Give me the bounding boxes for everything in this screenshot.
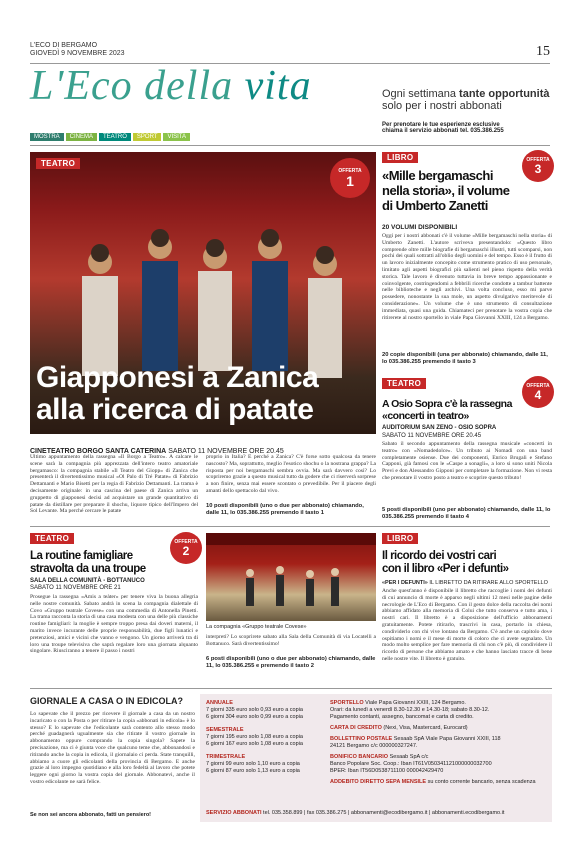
- teatro2-caption: La compagnia «Gruppo teatrale Covese»: [206, 624, 307, 630]
- category-bar: [30, 133, 190, 141]
- stage-illustration: [206, 533, 376, 621]
- footer-last: Se non sei ancora abbonato, fatti un pensiero!: [30, 812, 152, 818]
- section-rule: [30, 145, 550, 146]
- main-photo: [30, 152, 376, 434]
- teatro4-booking: 5 posti disponibili (uno per abbonato) chiamando, dalle 11, lo 035.386.255 premendo il tasto 4: [382, 507, 551, 520]
- teatro2-photo: [206, 533, 376, 621]
- category-sport: SPORT: [133, 133, 162, 141]
- section-logo: L'Eco della vita: [30, 63, 312, 109]
- libro1-booking: 20 copie disponibili (una per abbonato) chiamando, dalle 11, lo 035.386.255 premendo il tasto 3: [382, 352, 548, 365]
- promo-box: Ogni settimana tante opportunità solo per i nostri abbonati Per prenotare le tue esperienze esclusive chiama il servizio abbonati tel. 035.386.255: [382, 88, 550, 134]
- main-booking: 10 posti disponibili (uno o due per abbonato) chiamando, dalle 11, lo 035.386.255 premendo il tasto 1: [206, 503, 364, 516]
- offerta-badge-4: OFFERTA 4: [522, 376, 554, 408]
- issue-date: GIOVEDÌ 9 NOVEMBRE 2023: [30, 50, 125, 57]
- teatro4-date: SABATO 11 NOVEMBRE ORE 20.45: [382, 433, 482, 439]
- prices: ANNUALE 7 giorni 335 euro solo 0,93 euro a copia 6 giorni 304 euro solo 0,99 euro a copia SEMESTRALE 7 giorni 195 euro solo 1,08 euro a copia 6 giorni 167 euro solo 1,08 euro a copia TRIMESTRALE 7 giorni 99 euro solo 1,10 euro a copia 6 giorni 87 euro solo 1,13 euro a copia: [206, 700, 303, 774]
- libro1-headline: «Mille bergamaschi nella storia», il volume di Umberto Zanetti: [382, 168, 510, 213]
- payment-info: SPORTELLO Viale Papa Giovanni XXIII, 124 Bergamo. Orari: da lunedì a venerdì 8.30-12.30 e 14.30-18; sabato 8.30-12. Pagamento contanti, assegno, bancomat e carta di credito. CARTA DI CREDITO (Nexi, Visa, Mastercard, Eurocard) BOLLETTINO POSTALE Sesaab SpA Viale Papa Giovanni XXIII, 118 24121 Bergamo c/c 000000327247. BONIFICO BANCARIO Sesaab SpA c/c Banco Popolare Soc. Coop.: Iban IT61V050341121000000032700 BPER: Iban IT56D0538711100 000042429470 ADDEBITO DIRETTO SEPA MENSILE su conto corrente bancario, senza scadenza: [330, 700, 536, 785]
- category-cinema: CINEMA: [66, 133, 97, 141]
- footer-title: GIORNALE A CASA O IN EDICOLA?: [30, 696, 183, 706]
- category-teatro: TEATRO: [99, 133, 131, 141]
- masthead: [30, 42, 125, 58]
- teatro2-date: SABATO 11 NOVEMBRE ORE 21: [30, 585, 121, 591]
- paper-name: L'ECO DI BERGAMO: [30, 42, 98, 49]
- main-col1: Ultimo appuntamento della rassegna «Il Borgo a Teatro». A calcare le scene sarà la compagnia più apprezzata dell'intero teatro amatoriale bergamasco: la compagnia stabile «Il Teatro del Giopp» di Zanica che presenterà il divertentissimo musical «Ol Palo di Tré Patate» di Fabrizio Dettamanti e Mario Bisetti per la regia di Fabrizio Dettamanti. La trama è decisamente originale: in una cascina del paese di Zanica arriva un gruppetto di giapponesi decisi ad acquistare un grande quantitativo di patate da distillare per preparare il shochu, liquore tipico dell'Impero del Sol Levante. Ma perché cercare le patate: [30, 454, 198, 515]
- teatro4-venue: AUDITORIUM SAN ZENO - OSIO SOPRA: [382, 425, 497, 431]
- teatro2-text: Prosegue la rassegna «Amis a teàter» per tenere viva la buona allegria nelle nostre comunità. Sabato andrà in scena la compagnia dialettale di Covo «Gruppo teatrale Covese» con una commedia di Antonella Pinetti. La trama racconta la storia di una casa modesta con una delle più classiche routine famigliari: la moglie è sempre troppo presa dai doveri materni, il marito invece incurante delle proprie responsabilità, due figli lunatici e pretenziosi, amici e vicini che vanno e vengono. Un giorno arriverà tra di loro una troupe televisiva che saprà regalare loro una giornata alquanto singolare. Riusciranno a tenere il passo i nostri: [30, 594, 198, 655]
- teatro4-text: Sabato il secondo appuntamento della rassegna musicale «concerti in teatro» con «Nomadedolce». Un tributo ai Nomadi con una band completamente osiense. Due dei componenti, Enrico Brugali e Stefano Capponi, già famosi con le «Caspe a sonagli», a loro si sono uniti Nicola Previ e don Alessandro Gipponi per completare la formazione. Non vi resta che prenotare il vostro posto a teatro e scoprire questo tributo!: [382, 441, 552, 481]
- teatro2-tag: TEATRO: [30, 533, 74, 544]
- footer-rule: [30, 688, 552, 689]
- libro1-tag: LIBRO: [382, 152, 418, 163]
- teatro4-tag: TEATRO: [382, 378, 426, 389]
- teatro4-headline: A Osio Sopra c'è la rassegna «concerti in teatro»: [382, 398, 512, 422]
- servizio-abbonati: SERVIZIO ABBONATI tel. 035.358.899 | fax 035.386.275 | abbonamenti@ecodibergamo.it | abbonamenti.ecodibergamo.it: [206, 810, 505, 816]
- libro2-text: Anche quest'anno è disponibile il libretto che raccoglie i nomi dei defunti di cui annuncio di morte è apparso negli ultimi 12 mesi nelle pagine delle necrologie de L'Eco di Bergamo. Con il gesto dolce della raccolta dei nomi abbiamo affidato alla memoria di Colui che tutto conserva e tutto ama, i nostri cari. Il libretto è a disposizione dell'ufficio abbonamenti gratuitamente. Potete ritirarlo, trascrivi in casa, portarlo in chiesa, condividerlo con chi vive lontano da Bergamo. C'è anche un capitolo dove ospitiamo i nomi e il mese di morte di coloro che ci avete segnalato. Un modo molto semplice per fare memoria di chi non c'è più, di condividere il ricordo di persone che abbiamo amato e che hanno lasciato tracce di bene nelle nostre vite. Il libretto è gratuito.: [382, 588, 552, 662]
- libro2-headline: Il ricordo dei vostri cari con il libro «Per i defunti»: [382, 550, 509, 575]
- main-headline: Giapponesi a Zanica alla ricerca di patate: [36, 361, 319, 426]
- teatro2-col2: interpreti? Lo scoprirete sabato alla Sala della Comunità di via Locatelli a Bottanuco. Sarà divertentissimo!: [206, 634, 376, 647]
- category-visita: VISITA: [163, 133, 190, 141]
- teatro2-booking: 6 posti disponibili (uno o due per abbonato) chiamando, dalle 11, lo 035.386.255 e premendo il tasto 2: [206, 656, 376, 669]
- footer-text: Lo sapevate che il prezzo per ricevere il giornale a casa da un nostro incaricato o con la Posta o per ritirare la copia «abbonati in edicola» è lo stesso? E lo sapevate che l'edicolante sarà contento allo stesso modo perché guadagnerà ugualmente sia che ritirate il vostro giornale in abbonamento oppure comprando la copia singola? Sapete la precisazione, ma ci è giunta voce che qualcuno teme che, abbonandosi e ritirando anche la copia in edicola, il giornalaio ci perda. State tranquilli, abbiamo a cuore gli edicolanti della provincia di Bergamo. E anche grazie al loro impegno quotidiano e alla loro fedeltà al lavoro che potete leggere ogni giorno la vostra copia del giornale. Abbonatevi, anche il vostro edicolante ne sarà felice.: [30, 711, 195, 785]
- libro2-tag: LIBRO: [382, 533, 418, 544]
- offerta-badge-1: OFFERTA 1: [330, 158, 370, 198]
- libro1-sub: 20 VOLUMI DISPONIBILI: [382, 224, 458, 231]
- category-mostra: MOSTRA: [30, 133, 64, 141]
- teatro2-headline: La routine famigliare stravolta da una troupe: [30, 550, 146, 575]
- libro2-sub: «PER I DEFUNTI» IL LIBRETTO DA RITIRARE ALLO SPORTELLO: [382, 580, 548, 586]
- main-col2: proprio in Italia? E perché a Zanica? C'è forse sotto qualcosa da tenere nascosto? Ma, soprattutto, meglio l'esotico shochu o la nostrana grappa? La risposta per noi bergamaschi sembra ovvia. Ma sarà davvero così? Lo scopriremo grazie a questo musical tutto da godere che ci riserverà sorprese a non finire, senza mai essere scontato o prevedibile. Per il piacere degli amanti dello spettacolo dal vivo.: [206, 454, 376, 494]
- mid-rule: [30, 526, 550, 527]
- main-venue: CINETEATRO BORGO SANTA CATERINA SABATO 11 NOVEMBRE ORE 20.45: [30, 448, 284, 455]
- offerta-badge-3: OFFERTA 3: [522, 150, 554, 182]
- main-tag: TEATRO: [36, 158, 80, 169]
- offerta-badge-2: OFFERTA 2: [170, 532, 202, 564]
- teatro2-venue: SALA DELLA COMUNITÀ - BOTTANUCO: [30, 578, 145, 584]
- page-number: 15: [536, 44, 550, 59]
- libro1-text: Oggi per i nostri abbonati c'è il volume «Mille bergamaschi nella storia» di Umberto Zanetti. L'autore scriveva presentandolo: «Questo libro comprende oltre mille biografie di bergamaschi illustri, tutti scomparsi, non pochi dei quali sottratti all'oblio degli uomini e del tempo. Esso è il frutto di un lavoro inizialmente concepito come strumento pratico di uso personale, limitato agli aspetti biografici più salienti nel pieno rispetto della verità storica. Tale lavoro è divenuto tuttavia in breve tempo appassionante e coinvolgente, costringendomi a febbrili ricerche condotte a tambur battente nelle biblioteche e negli archivi. Una volta concluso, esso mi parve possedere, nonostante la sua mole, un aspetto divulgativo meritevole di considerazione». Un volume che è uno strumento di consultazione immediata, quasi una guida. Chiamateci per prenotare la vostra copia che ritirerete al nostro sportello in viale Papa Giovanni XXIII, 124 a Bergamo.: [382, 233, 552, 321]
